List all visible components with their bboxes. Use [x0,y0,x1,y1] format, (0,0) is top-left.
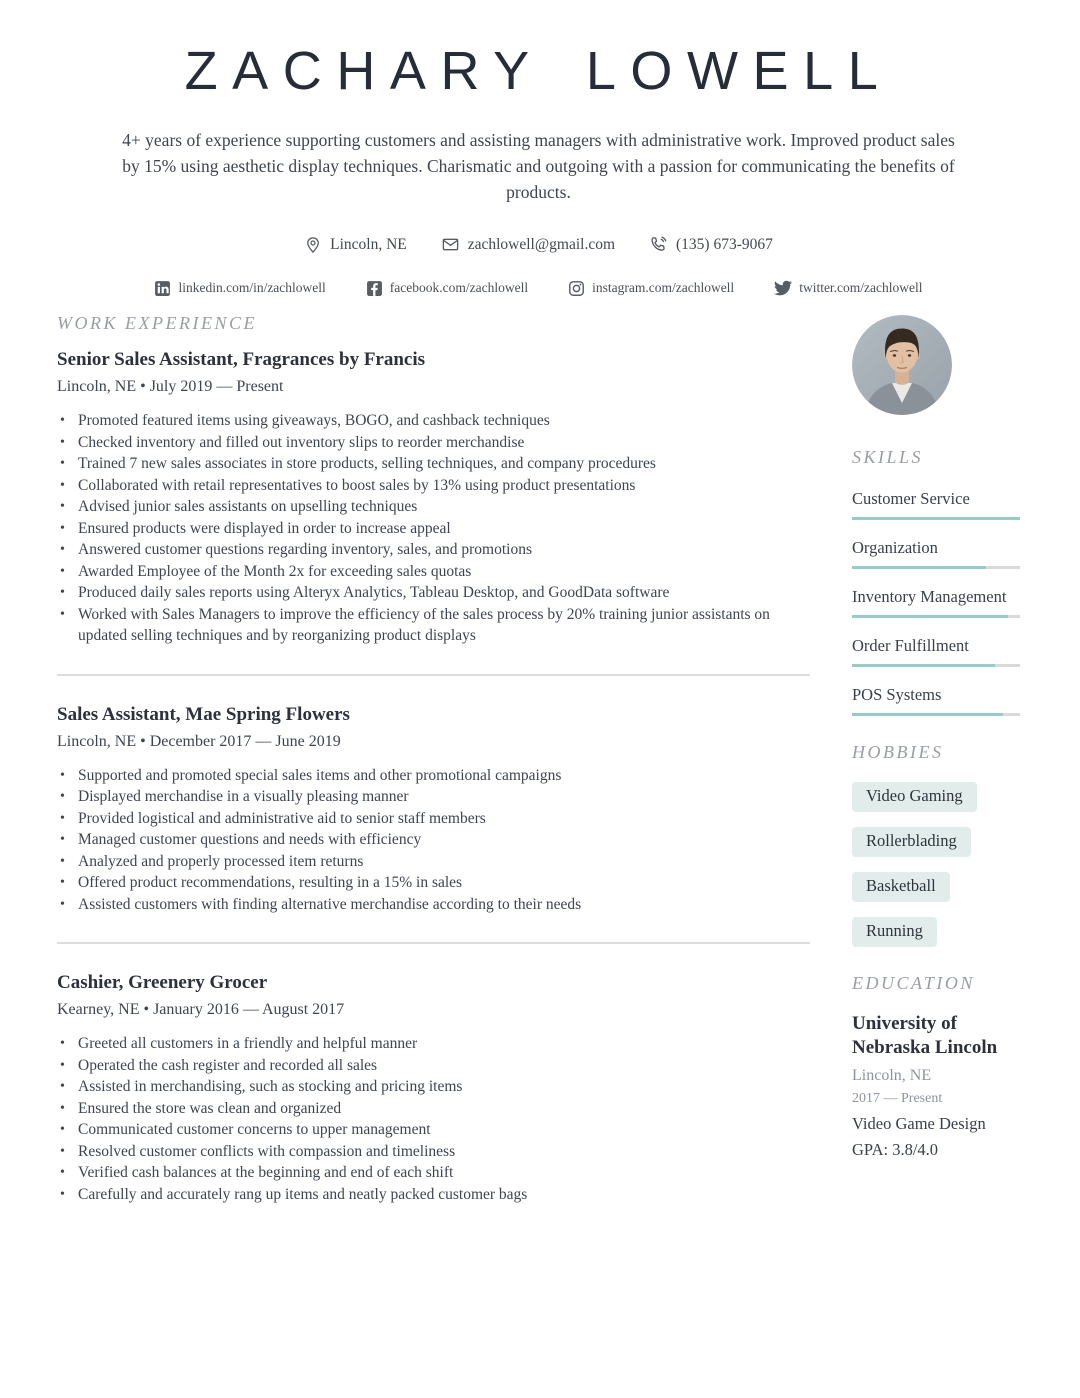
job-bullet: • Offered product recommendations, resulting in a 15% in sales [57,872,810,894]
sidebar [852,313,1020,1205]
contact-phone [649,235,773,254]
job-bullet: • Communicated customer concerns to upper management [57,1119,810,1141]
skill-name: Order Fulfillment [852,636,969,656]
skill-name: Inventory Management [852,587,1007,607]
skill-bar-fill [852,615,1008,618]
hobby-pill: Rollerblading [852,827,971,857]
skill-bar-fill [852,713,1003,716]
work-experience-section [57,313,810,1205]
education-location: Lincoln, NE [852,1067,932,1085]
job-bullet: • Collaborated with retail representatives to boost sales by 13% using product presentations [57,475,810,497]
instagram-icon [568,280,585,297]
job-bullet: • Verified cash balances at the beginning and end of each shift [57,1162,810,1184]
social-row [57,279,1020,297]
hobby-pill: Basketball [852,872,950,902]
job-entry [57,349,810,647]
job-entry [57,674,810,916]
avatar [852,315,952,415]
job-bullet: • Displayed merchandise in a visually pleasing manner [57,786,810,808]
education-school: University of Nebraska Lincoln [852,1013,998,1059]
facebook-icon [366,280,383,297]
phone-icon [649,235,668,254]
job-bullet: • Supported and promoted special sales items and other promotional campaigns [57,765,810,787]
email-text: zachlowell@gmail.com [467,235,615,253]
job-list [57,349,810,1205]
job-bullet: • Operated the cash register and recorded all sales [57,1055,810,1077]
job-meta: Lincoln, NE • December 2017 — June 2019 [57,732,341,750]
job-bullet: • Promoted featured items using giveaways, BOGO, and cashback techniques [57,410,810,432]
skills-heading: SKILLS [852,447,924,468]
job-title: Cashier, Greenery Grocer [57,972,268,994]
job-bullet: • Answered customer questions regarding inventory, sales, and promotions [57,539,810,561]
hobby-pill: Running [852,917,937,947]
skill-bar-fill [852,664,995,667]
skills-list [852,488,1020,716]
job-bullet: • Trained 7 new sales associates in store products, selling techniques, and company procedures [57,453,810,475]
job-meta: Lincoln, NE • July 2019 — Present [57,378,284,396]
skill-item [852,586,1020,618]
job-bullet: • Resolved customer conflicts with compassion and timeliness [57,1141,810,1163]
job-bullet-list [57,1033,810,1205]
job-bullet: • Ensured products were displayed in order to increase appeal [57,518,810,540]
social-linkedin-text: linkedin.com/in/zachlowell [178,280,326,296]
hobby-pill: Video Gaming [852,782,977,812]
job-bullet: • Managed customer questions and needs with efficiency [57,829,810,851]
location-text: Lincoln, NE [330,235,407,253]
skill-bar [852,615,1020,618]
education-gpa: GPA: 3.8/4.0 [852,1140,939,1160]
job-bullet: • Assisted in merchandising, such as stocking and pricing items [57,1076,810,1098]
page-title: ZACHARY LOWELL [184,41,893,101]
skill-item [852,684,1020,716]
skill-bar [852,566,1020,569]
job-bullet: • Advised junior sales assistants on upselling techniques [57,496,810,518]
linkedin-icon [154,280,171,297]
job-bullet: • Provided logistical and administrative aid to senior staff members [57,808,810,830]
phone-text: (135) 673-9067 [676,235,773,253]
job-bullet: • Checked inventory and filled out inventory slips to reorder merchandise [57,432,810,454]
skill-bar-fill [852,566,986,569]
job-bullet-list [57,410,810,647]
summary-text: 4+ years of experience supporting customers and assisting managers with administrative work. Improved product sales by 15% using aesthetic display techniques. Charismatic and outgoing with a passion for communicating the benefits of products. [122,130,955,203]
job-bullet: • Worked with Sales Managers to improve the efficiency of the sales process by 20% training junior assistants on updated selling techniques and by reorganizing product displays [57,604,810,647]
location-pin-icon [304,236,322,254]
skill-item [852,488,1020,520]
contact-email[interactable] [441,235,615,254]
social-twitter[interactable] [774,279,922,297]
social-linkedin[interactable] [154,280,325,297]
contact-row [57,235,1020,254]
job-meta: Kearney, NE • January 2016 — August 2017 [57,1001,345,1019]
education-degree: Video Game Design [852,1114,986,1134]
job-bullet: • Greeted all customers in a friendly and helpful manner [57,1033,810,1055]
hobbies-list [852,782,1020,947]
skill-item [852,635,1020,667]
resume-header [57,42,1020,297]
education-heading: EDUCATION [852,973,975,994]
skill-name: POS Systems [852,685,942,705]
twitter-icon [774,279,792,297]
envelope-icon [441,235,460,254]
job-bullet: • Ensured the store was clean and organized [57,1098,810,1120]
education-block [852,1012,1020,1160]
hobbies-heading: HOBBIES [852,742,944,763]
job-bullet: • Analyzed and properly processed item returns [57,851,810,873]
social-instagram-text: instagram.com/zachlowell [592,280,735,296]
social-facebook-text: facebook.com/zachlowell [389,280,529,296]
social-twitter-text: twitter.com/zachlowell [799,280,923,296]
work-experience-heading: WORK EXPERIENCE [57,313,257,334]
job-entry [57,942,810,1205]
job-bullet: • Carefully and accurately rang up items and neatly packed customer bags [57,1184,810,1206]
job-bullet: • Assisted customers with finding alternative merchandise according to their needs [57,894,810,916]
job-bullet-list [57,765,810,916]
skill-bar-fill [852,517,1020,520]
skill-name: Organization [852,538,938,558]
job-title: Sales Assistant, Mae Spring Flowers [57,703,350,725]
job-bullet: • Awarded Employee of the Month 2x for exceeding sales quotas [57,561,810,583]
skill-item [852,537,1020,569]
skill-bar [852,713,1020,716]
skill-name: Customer Service [852,489,970,509]
skill-bar [852,664,1020,667]
job-title: Senior Sales Assistant, Fragrances by Francis [57,349,426,371]
education-dates: 2017 — Present [852,1091,943,1107]
skill-bar [852,517,1020,520]
social-instagram[interactable] [568,280,734,297]
social-facebook[interactable] [366,280,528,297]
job-bullet: • Produced daily sales reports using Alteryx Analytics, Tableau Desktop, and GoodData software [57,582,810,604]
contact-location [304,236,407,254]
